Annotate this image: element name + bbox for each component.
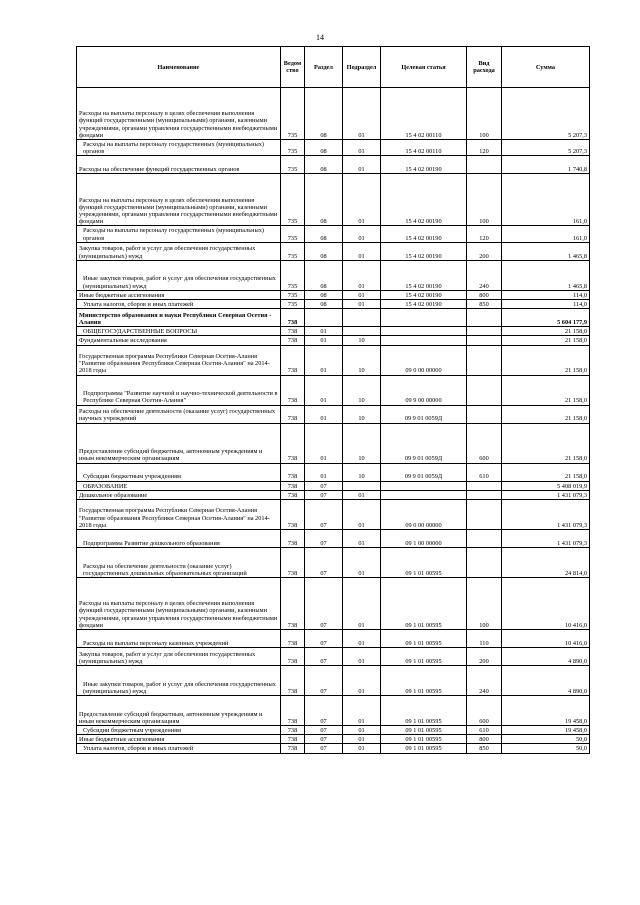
cell-vid (467, 500, 502, 530)
cell-vedom: 735 (281, 140, 305, 156)
cell-vid: 240 (467, 666, 502, 696)
table-row (77, 463, 590, 481)
table-row (77, 345, 590, 375)
cell-podrazdel: 01 (343, 500, 381, 530)
cell-vedom: 735 (281, 242, 305, 260)
cell-vid (467, 490, 502, 499)
cell-vedom: 735 (281, 174, 305, 226)
table-row (77, 726, 590, 735)
cell-podrazdel (343, 481, 381, 490)
cell-summa: 114,0 (502, 290, 590, 299)
cell-vid: 200 (467, 648, 502, 666)
table-row (77, 309, 590, 327)
cell-razdel: 07 (305, 481, 343, 490)
cell-vid: 120 (467, 140, 502, 156)
cell-name: Расходы на выплаты персоналу государственных (муниципальных) органов (77, 226, 281, 242)
header-celevaya: Целевая статья (381, 47, 467, 88)
cell-podrazdel: 10 (343, 375, 381, 405)
cell-name: Закупка товаров, работ и услуг для обеспечения государственных (муниципальных) нужд (77, 242, 281, 260)
cell-summa: 10 416,0 (502, 578, 590, 630)
cell-summa: 50,0 (502, 735, 590, 744)
table-row (77, 578, 590, 630)
cell-vedom: 738 (281, 405, 305, 423)
cell-name: Расходы на выплаты персоналу в целях обеспечения выполнения функций государственными (муниципальными) органами, казенными учреждениями, органами управления государственными внебюджетными фондами (77, 88, 281, 140)
table-row (77, 290, 590, 299)
table-row (77, 423, 590, 463)
cell-celevaya: 09 9 00 00000 (381, 375, 467, 405)
header-name: Наименование (77, 47, 281, 88)
cell-podrazdel: 01 (343, 530, 381, 548)
cell-name: Закупка товаров, работ и услуг для обеспечения государственных (муниципальных) нужд (77, 648, 281, 666)
cell-razdel: 08 (305, 156, 343, 174)
cell-razdel: 07 (305, 500, 343, 530)
cell-razdel: 01 (305, 327, 343, 336)
cell-podrazdel: 01 (343, 744, 381, 753)
cell-summa: 10 416,0 (502, 630, 590, 648)
cell-summa: 161,0 (502, 226, 590, 242)
table-row (77, 500, 590, 530)
cell-summa: 1 465,8 (502, 260, 590, 290)
cell-razdel: 07 (305, 530, 343, 548)
cell-vedom: 735 (281, 226, 305, 242)
cell-vedom: 738 (281, 726, 305, 735)
cell-podrazdel: 01 (343, 88, 381, 140)
cell-name: Подпрограмма "Развитие научной и научно-технической деятельности в Республике Северная Осетия-Алания" (77, 375, 281, 405)
cell-podrazdel: 01 (343, 242, 381, 260)
cell-razdel: 08 (305, 140, 343, 156)
cell-vid: 850 (467, 744, 502, 753)
cell-summa: 5 604 177,9 (502, 309, 590, 327)
cell-podrazdel: 01 (343, 735, 381, 744)
cell-vid (467, 309, 502, 327)
cell-vedom: 738 (281, 423, 305, 463)
cell-vid: 110 (467, 630, 502, 648)
table-row (77, 490, 590, 499)
cell-celevaya: 15 4 02 00190 (381, 300, 467, 309)
table-row (77, 327, 590, 336)
table-row (77, 336, 590, 345)
table-row (77, 696, 590, 726)
cell-razdel: 07 (305, 630, 343, 648)
cell-vedom: 738 (281, 481, 305, 490)
cell-podrazdel: 01 (343, 548, 381, 578)
cell-razdel: 08 (305, 242, 343, 260)
cell-vid (467, 530, 502, 548)
table-row (77, 744, 590, 753)
cell-razdel: 08 (305, 290, 343, 299)
cell-vid (467, 405, 502, 423)
cell-vedom: 735 (281, 260, 305, 290)
cell-razdel: 07 (305, 578, 343, 630)
cell-summa: 19 458,0 (502, 696, 590, 726)
cell-celevaya (381, 490, 467, 499)
cell-celevaya (381, 336, 467, 345)
cell-summa: 1 465,8 (502, 242, 590, 260)
cell-summa: 161,0 (502, 174, 590, 226)
cell-celevaya (381, 309, 467, 327)
cell-vedom: 738 (281, 630, 305, 648)
cell-summa: 24 814,0 (502, 548, 590, 578)
cell-podrazdel: 01 (343, 726, 381, 735)
cell-celevaya: 09 1 01 00595 (381, 578, 467, 630)
cell-vid: 100 (467, 578, 502, 630)
cell-vid: 610 (467, 726, 502, 735)
cell-podrazdel: 01 (343, 226, 381, 242)
cell-razdel: 07 (305, 735, 343, 744)
cell-summa: 5 207,3 (502, 88, 590, 140)
cell-celevaya: 09 9 01 0059Д (381, 463, 467, 481)
table-row (77, 548, 590, 578)
header-razdel: Раздел (305, 47, 343, 88)
cell-razdel: 07 (305, 666, 343, 696)
cell-celevaya: 15 4 02 00190 (381, 242, 467, 260)
cell-celevaya: 15 4 02 00190 (381, 290, 467, 299)
cell-celevaya: 09 1 00 00000 (381, 530, 467, 548)
cell-vid (467, 327, 502, 336)
cell-vid: 610 (467, 463, 502, 481)
table-row (77, 260, 590, 290)
cell-vid: 600 (467, 696, 502, 726)
cell-razdel: 07 (305, 744, 343, 753)
cell-razdel: 08 (305, 174, 343, 226)
cell-name: Министерство образования и науки Республики Северная Осетия - Алания (77, 309, 281, 327)
cell-podrazdel: 10 (343, 336, 381, 345)
cell-podrazdel: 01 (343, 648, 381, 666)
cell-vedom: 738 (281, 548, 305, 578)
cell-razdel: 01 (305, 345, 343, 375)
cell-vid (467, 156, 502, 174)
cell-razdel (305, 309, 343, 327)
cell-summa: 114,0 (502, 300, 590, 309)
cell-summa: 19 458,0 (502, 726, 590, 735)
cell-vid (467, 345, 502, 375)
cell-summa: 21 158,0 (502, 405, 590, 423)
table-row (77, 156, 590, 174)
cell-name: Расходы на обеспечение функций государственных органов (77, 156, 281, 174)
cell-summa: 1 740,8 (502, 156, 590, 174)
cell-vedom: 738 (281, 735, 305, 744)
cell-name: Иные закупки товаров, работ и услуг для обеспечения государственных (муниципальных) нужд (77, 666, 281, 696)
cell-razdel: 01 (305, 375, 343, 405)
cell-name: Иные бюджетные ассигнования (77, 735, 281, 744)
cell-razdel: 07 (305, 696, 343, 726)
cell-vedom: 738 (281, 327, 305, 336)
cell-razdel: 01 (305, 463, 343, 481)
cell-vid (467, 481, 502, 490)
table-row (77, 530, 590, 548)
cell-name: Предоставление субсидий бюджетным, автономным учреждениям и иным некоммерческим организациям (77, 696, 281, 726)
cell-vid (467, 336, 502, 345)
cell-summa: 1 431 079,3 (502, 500, 590, 530)
cell-vedom: 738 (281, 336, 305, 345)
cell-celevaya: 09 1 01 00595 (381, 726, 467, 735)
cell-podrazdel: 01 (343, 174, 381, 226)
cell-summa: 50,0 (502, 744, 590, 753)
cell-celevaya: 09 1 01 00595 (381, 648, 467, 666)
cell-celevaya: 15 4 02 00190 (381, 156, 467, 174)
table-row (77, 648, 590, 666)
table-row (77, 242, 590, 260)
cell-celevaya: 09 0 00 00000 (381, 345, 467, 375)
cell-celevaya: 09 1 01 00595 (381, 735, 467, 744)
cell-name: Уплата налогов, сборов и иных платежей (77, 300, 281, 309)
cell-name: Субсидии бюджетным учреждениям (77, 726, 281, 735)
cell-vid (467, 375, 502, 405)
cell-podrazdel: 10 (343, 345, 381, 375)
cell-vedom: 738 (281, 500, 305, 530)
cell-podrazdel: 01 (343, 578, 381, 630)
cell-vid: 100 (467, 88, 502, 140)
cell-name: Фундаментальные исследования (77, 336, 281, 345)
cell-celevaya: 09 9 01 0059Д (381, 405, 467, 423)
cell-name: Иные бюджетные ассигнования (77, 290, 281, 299)
cell-razdel: 08 (305, 88, 343, 140)
cell-name: Государственная программа Республики Северная Осетия-Алания "Развитие образования Республики Северная Осетия-Алания" на 2014-2018 годы (77, 345, 281, 375)
cell-vid: 100 (467, 174, 502, 226)
table-header-row (77, 47, 590, 88)
cell-summa: 21 158,0 (502, 336, 590, 345)
cell-celevaya (381, 327, 467, 336)
cell-vid: 120 (467, 226, 502, 242)
cell-vedom: 735 (281, 156, 305, 174)
cell-summa: 4 890,0 (502, 666, 590, 696)
cell-podrazdel (343, 309, 381, 327)
table-row (77, 174, 590, 226)
cell-vid: 600 (467, 423, 502, 463)
cell-name: Расходы на выплаты персоналу государственных (муниципальных) органов (77, 140, 281, 156)
table-row (77, 88, 590, 140)
cell-name: Расходы на выплаты персоналу казенных учреждений (77, 630, 281, 648)
cell-summa: 21 158,0 (502, 463, 590, 481)
cell-name: Расходы на обеспечение деятельности (оказание услуг) государственных научных учреждений (77, 405, 281, 423)
cell-name: Расходы на выплаты персоналу в целях обеспечения выполнения функций государственными (муниципальными) органами, казенными учреждениями, органами управления государственными внебюджетными фондами (77, 578, 281, 630)
header-summa: Сумма (502, 47, 590, 88)
page-number: 14 (316, 33, 324, 42)
cell-vid: 240 (467, 260, 502, 290)
cell-name: Государственная программа Республики Северная Осетия-Алания "Развитие образования Республики Северная Осетия-Алания" на 2014-2018 годы (77, 500, 281, 530)
cell-name: Иные закупки товаров, работ и услуг для обеспечения государственных (муниципальных) нужд (77, 260, 281, 290)
cell-vedom: 738 (281, 696, 305, 726)
cell-podrazdel: 10 (343, 463, 381, 481)
cell-vid: 800 (467, 290, 502, 299)
cell-podrazdel: 01 (343, 490, 381, 499)
table-row (77, 140, 590, 156)
cell-vedom: 735 (281, 300, 305, 309)
cell-summa: 21 158,0 (502, 327, 590, 336)
cell-podrazdel: 01 (343, 290, 381, 299)
cell-celevaya: 09 1 01 00595 (381, 548, 467, 578)
cell-podrazdel: 10 (343, 405, 381, 423)
cell-razdel: 07 (305, 648, 343, 666)
cell-celevaya: 09 1 01 00595 (381, 666, 467, 696)
cell-podrazdel: 01 (343, 666, 381, 696)
cell-vid: 850 (467, 300, 502, 309)
cell-podrazdel: 01 (343, 300, 381, 309)
cell-podrazdel: 01 (343, 140, 381, 156)
cell-celevaya: 09 9 01 0059Д (381, 423, 467, 463)
cell-celevaya: 09 1 01 00595 (381, 744, 467, 753)
cell-vedom: 738 (281, 666, 305, 696)
cell-razdel: 01 (305, 336, 343, 345)
cell-vedom: 738 (281, 345, 305, 375)
table-row (77, 666, 590, 696)
cell-celevaya: 15 4 02 00190 (381, 174, 467, 226)
table-row (77, 375, 590, 405)
cell-celevaya (381, 481, 467, 490)
cell-vid: 200 (467, 242, 502, 260)
cell-podrazdel: 01 (343, 630, 381, 648)
cell-summa: 21 158,0 (502, 423, 590, 463)
table-row (77, 630, 590, 648)
cell-vid: 800 (467, 735, 502, 744)
cell-name: Расходы на выплаты персоналу в целях обеспечения выполнения функций государственными (муниципальными) органами, казенными учреждениями, органами управления государственными внебюджетными фондами (77, 174, 281, 226)
cell-summa: 1 431 079,3 (502, 490, 590, 499)
cell-vedom: 738 (281, 309, 305, 327)
cell-razdel: 08 (305, 260, 343, 290)
cell-celevaya: 09 0 00 00000 (381, 500, 467, 530)
cell-celevaya: 15 4 02 00110 (381, 88, 467, 140)
cell-summa: 4 890,0 (502, 648, 590, 666)
cell-celevaya: 15 4 02 00110 (381, 140, 467, 156)
cell-razdel: 01 (305, 405, 343, 423)
cell-vedom: 738 (281, 530, 305, 548)
table-row (77, 300, 590, 309)
cell-vedom: 735 (281, 88, 305, 140)
cell-razdel: 08 (305, 226, 343, 242)
cell-vedom: 738 (281, 463, 305, 481)
cell-vedom: 738 (281, 375, 305, 405)
cell-podrazdel: 01 (343, 260, 381, 290)
cell-vid (467, 548, 502, 578)
cell-name: Расходы на обеспечение деятельности (оказание услуг) государственных дошкольных образовательных организаций (77, 548, 281, 578)
cell-podrazdel: 01 (343, 696, 381, 726)
cell-vedom: 735 (281, 290, 305, 299)
cell-name: Дошкольное образование (77, 490, 281, 499)
header-vedom: Ведом ство (281, 47, 305, 88)
header-vid: Вид расхода (467, 47, 502, 88)
cell-razdel: 07 (305, 548, 343, 578)
cell-podrazdel: 01 (343, 156, 381, 174)
cell-razdel: 08 (305, 300, 343, 309)
cell-name: Субсидии бюджетным учреждениям (77, 463, 281, 481)
cell-summa: 21 158,0 (502, 375, 590, 405)
cell-razdel: 07 (305, 490, 343, 499)
cell-summa: 21 158,0 (502, 345, 590, 375)
cell-vedom: 738 (281, 744, 305, 753)
cell-celevaya: 15 4 02 00190 (381, 260, 467, 290)
cell-celevaya: 15 4 02 00190 (381, 226, 467, 242)
cell-razdel: 07 (305, 726, 343, 735)
header-podrazdel: Подраздел (343, 47, 381, 88)
cell-name: ОБЩЕГОСУДАРСТВЕННЫЕ ВОПРОСЫ (77, 327, 281, 336)
cell-razdel: 01 (305, 423, 343, 463)
budget-table (76, 46, 590, 754)
cell-vedom: 738 (281, 490, 305, 499)
table-body (77, 88, 590, 754)
cell-vedom: 738 (281, 578, 305, 630)
cell-celevaya: 09 1 01 00595 (381, 630, 467, 648)
cell-summa: 1 431 079,3 (502, 530, 590, 548)
table-row (77, 405, 590, 423)
cell-podrazdel: 10 (343, 423, 381, 463)
cell-name: Предоставление субсидий бюджетным, автономным учреждениям и иным некоммерческим организациям (77, 423, 281, 463)
cell-name: ОБРАЗОВАНИЕ (77, 481, 281, 490)
cell-podrazdel (343, 327, 381, 336)
cell-name: Уплата налогов, сборов и иных платежей (77, 744, 281, 753)
cell-name: Подпрограмма Развитие дошкольного образования (77, 530, 281, 548)
table-row (77, 481, 590, 490)
cell-summa: 5 207,3 (502, 140, 590, 156)
cell-vedom: 738 (281, 648, 305, 666)
cell-celevaya: 09 1 01 00595 (381, 696, 467, 726)
cell-summa: 5 408 019,9 (502, 481, 590, 490)
table-row (77, 735, 590, 744)
table-row (77, 226, 590, 242)
